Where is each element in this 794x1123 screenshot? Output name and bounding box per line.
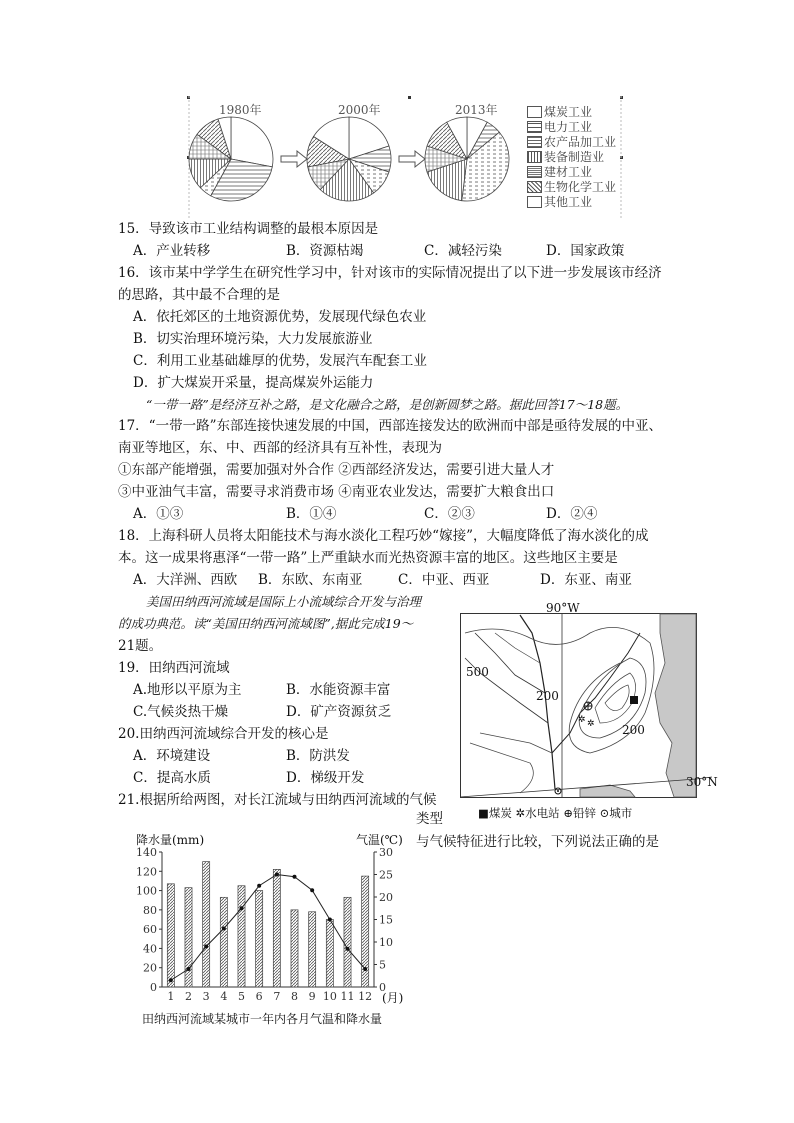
q16-stem-line1: 16．该市某中学学生在研究性学习中，针对该市的实际情况提出了以下进一步发展该市经济 bbox=[118, 265, 662, 281]
q18-option-d[interactable]: D．东亚、南亚 bbox=[540, 572, 632, 588]
q16-option-d[interactable]: D．扩大煤炭开采量，提高煤炭外运能力 bbox=[133, 375, 374, 391]
precip-bar bbox=[344, 897, 351, 987]
chart-ylabel: 降水量(mm) bbox=[136, 833, 205, 847]
chart-ytick-label: 60 bbox=[143, 923, 157, 937]
q20-stem: 20.田纳西河流域综合开发的核心是 bbox=[118, 726, 329, 742]
q15-option-d[interactable]: D．国家政策 bbox=[546, 243, 625, 259]
chart-xlabel: (月) bbox=[382, 991, 404, 1005]
pie-0-slice-0 bbox=[231, 117, 273, 167]
chart-y2tick-label: 15 bbox=[379, 913, 393, 927]
legend-coal: 煤炭工业 bbox=[544, 105, 593, 119]
legend-other: 其他工业 bbox=[544, 195, 593, 209]
chart-y2tick-label: 10 bbox=[379, 936, 393, 949]
q19-option-d[interactable]: D．矿产资源贫乏 bbox=[286, 704, 392, 720]
q17-stem-line2: 南亚等地区，东、中、西部的经济具有互补性，表现为 bbox=[118, 440, 442, 456]
climate-chart bbox=[134, 832, 414, 1032]
map-svg bbox=[460, 603, 715, 824]
chart-title: 田纳西河流域某城市一年内各月气温和降水量 bbox=[142, 1012, 383, 1026]
q18-option-a[interactable]: A．大洋洲、西欧 bbox=[133, 572, 238, 588]
chart-y2tick-label: 25 bbox=[379, 868, 393, 882]
q16-option-b[interactable]: B．切实治理环境污染，大力发展旅游业 bbox=[133, 331, 373, 347]
precip-bar bbox=[203, 862, 210, 987]
q17-option-b[interactable]: B．①④ bbox=[286, 506, 337, 522]
q17-option-a[interactable]: A．①③ bbox=[133, 506, 184, 522]
chart-xtick-label: 5 bbox=[238, 990, 245, 1003]
chart-ytick-label: 0 bbox=[150, 981, 157, 994]
chart-xtick-label: 9 bbox=[308, 990, 316, 1003]
precip-bar bbox=[273, 869, 280, 987]
legend-swatch-building bbox=[527, 166, 542, 178]
intro-17-18: “一带一路”是经济互补之路，是文化融合之路，是创新圆梦之路。据此回答17～18题。 bbox=[146, 397, 629, 412]
q17-option-c[interactable]: C．②③ bbox=[424, 506, 475, 522]
chart-ytick-label: 140 bbox=[136, 846, 157, 859]
chart-ytick-label: 80 bbox=[143, 903, 157, 917]
q18-option-c[interactable]: C．中亚、西亚 bbox=[398, 572, 490, 588]
q18-stem-line2: 本。这一成果将惠泽“一带一路”上严重缺水而光热资源丰富的地区。这些地区主要是 bbox=[118, 550, 618, 566]
q18-stem-line1: 18．上海科研人员将太阳能技术与海水淡化工程巧妙“嫁接”，大幅度降低了海水淡化的成 bbox=[118, 528, 649, 544]
q19-stem: 19．田纳西河流域 bbox=[118, 660, 230, 676]
q18-option-b[interactable]: B．东欧、东南亚 bbox=[258, 572, 363, 588]
map-longitude-label: 90°W bbox=[546, 601, 580, 615]
legend-power: 电力工业 bbox=[544, 120, 593, 134]
q20-option-d[interactable]: D．梯级开发 bbox=[286, 770, 365, 786]
temperature-point bbox=[169, 978, 173, 982]
q20-option-c[interactable]: C．提高水质 bbox=[133, 770, 211, 786]
legend-swatch-coal bbox=[527, 106, 542, 118]
chart-xtick-label: 7 bbox=[273, 990, 281, 1003]
intro-19-21-line2: 的成功典范。读“美国田纳西河流域图”,据此完成19～ bbox=[118, 616, 414, 631]
legend-swatch-biochem bbox=[527, 181, 542, 193]
precip-bar bbox=[185, 888, 192, 987]
map-contour-200-a: 200 bbox=[536, 689, 559, 703]
q17-statements-2: ③中亚油气丰富，需要寻求消费市场 ④南亚农业发达，需要扩大粮食出口 bbox=[118, 484, 555, 500]
legend-swatch-power bbox=[527, 121, 542, 133]
q20-option-a[interactable]: A．环境建设 bbox=[133, 748, 211, 764]
chart-xtick-label: 1 bbox=[167, 990, 175, 1003]
map-contour-500: 500 bbox=[466, 665, 489, 679]
chart-y2tick-label: 0 bbox=[379, 981, 386, 994]
legend-agri: 农产品加工业 bbox=[544, 135, 617, 149]
svg-text:✲: ✲ bbox=[578, 715, 586, 725]
precip-bar bbox=[256, 891, 263, 987]
temperature-point bbox=[222, 927, 226, 931]
chart-xtick-label: 6 bbox=[255, 990, 263, 1003]
q17-statements-1: ①东部产能增强，需要加强对外合作 ②西部经济发达，需要引进大量人才 bbox=[118, 462, 555, 478]
temperature-point bbox=[310, 888, 314, 892]
precip-bar bbox=[309, 912, 316, 987]
legend-swatch-equipment bbox=[527, 151, 542, 163]
chart-ytick-label: 100 bbox=[136, 884, 157, 898]
temperature-point bbox=[204, 945, 208, 949]
legend-building: 建材工业 bbox=[544, 165, 593, 179]
temperature-point bbox=[275, 873, 279, 877]
temperature-point bbox=[363, 967, 367, 971]
svg-text:✲: ✲ bbox=[587, 719, 595, 729]
q17-option-d[interactable]: D．②④ bbox=[546, 506, 598, 522]
q19-option-a[interactable]: A.地形以平原为主 bbox=[133, 682, 242, 698]
q16-option-a[interactable]: A．依托郊区的土地资源优势，发展现代绿色农业 bbox=[133, 309, 427, 325]
chart-xtick-label: 11 bbox=[340, 990, 355, 1003]
intro-19-21-line3: 21题。 bbox=[118, 638, 163, 654]
chart-xtick-label: 4 bbox=[220, 990, 228, 1003]
temperature-point bbox=[346, 947, 350, 951]
chart-xtick-label: 10 bbox=[322, 990, 337, 1003]
q15-option-a[interactable]: A．产业转移 bbox=[133, 243, 211, 259]
precip-bar bbox=[167, 884, 174, 987]
legend-swatch-other bbox=[527, 196, 542, 208]
legend-biochem: 生物化学工业 bbox=[544, 180, 617, 194]
pie-figure bbox=[187, 96, 623, 218]
chart-ytick-label: 40 bbox=[143, 942, 157, 956]
chart-xtick-label: 2 bbox=[185, 990, 192, 1003]
legend-swatch-agri bbox=[527, 136, 542, 148]
q19-option-b[interactable]: B．水能资源丰富 bbox=[286, 682, 391, 698]
q20-option-b[interactable]: B．防洪发 bbox=[286, 748, 350, 764]
legend-equipment: 装备制造业 bbox=[544, 150, 605, 164]
chart-xtick-label: 8 bbox=[291, 990, 298, 1003]
climate-chart-svg bbox=[134, 832, 414, 1032]
pie-year-2000: 2000年 bbox=[338, 103, 381, 117]
temperature-line bbox=[171, 875, 365, 981]
pie-year-1980: 1980年 bbox=[219, 103, 262, 117]
q16-option-c[interactable]: C．利用工业基础雄厚的优势，发展汽车配套工业 bbox=[133, 353, 427, 369]
map-latitude-label: 30°N bbox=[686, 775, 718, 789]
precip-bar bbox=[291, 910, 298, 987]
chart-y2tick-label: 30 bbox=[379, 846, 393, 859]
q15-stem: 15．导致该市工业结构调整的最根本原因是 bbox=[118, 221, 379, 237]
temperature-point bbox=[257, 884, 261, 888]
q19-option-c[interactable]: C.气候炎热干燥 bbox=[133, 704, 229, 720]
precip-bar bbox=[220, 897, 227, 987]
tennessee-river-map bbox=[460, 601, 718, 824]
q21-stem-line1: 21.根据所给两图，对长江流域与田纳西河流域的气候 bbox=[118, 792, 437, 808]
temperature-point bbox=[187, 967, 191, 971]
map-legend: ■煤炭 ✲水电站 ⊕铅锌 ⊙城市 bbox=[478, 806, 633, 820]
q16-stem-line2: 的思路，其中最不合理的是 bbox=[118, 287, 280, 303]
intro-19-21-line1: 美国田纳西河流域是国际上小流域综合开发与治理 bbox=[146, 594, 422, 609]
chart-y2label: 气温(℃) bbox=[356, 833, 403, 847]
q21-stem-line3: 与气候特征进行比较，下列说法正确的是 bbox=[416, 834, 659, 850]
temperature-point bbox=[240, 906, 244, 910]
chart-ytick-label: 20 bbox=[143, 961, 157, 975]
map-contour-200-b: 200 bbox=[622, 723, 645, 737]
chart-y2tick-label: 5 bbox=[379, 958, 386, 972]
chart-xtick-label: 12 bbox=[358, 990, 373, 1003]
temperature-point bbox=[328, 918, 332, 922]
q15-option-b[interactable]: B．资源枯竭 bbox=[286, 243, 364, 259]
chart-xtick-label: 3 bbox=[202, 990, 210, 1003]
q17-stem-line1: 17．“一带一路”东部连接快速发展的中国，西部连接发达的欧洲而中部是亟待发展的中亚、 bbox=[118, 418, 662, 434]
chart-y2tick-label: 20 bbox=[379, 891, 393, 904]
q21-stem-line2: 类型 bbox=[416, 811, 443, 827]
q15-option-c[interactable]: C．减轻污染 bbox=[424, 243, 502, 259]
pie-year-2013: 2013年 bbox=[455, 103, 498, 117]
temperature-point bbox=[293, 875, 297, 879]
precip-bar bbox=[238, 886, 245, 987]
precip-bar bbox=[326, 920, 333, 988]
chart-ytick-label: 120 bbox=[136, 865, 157, 879]
